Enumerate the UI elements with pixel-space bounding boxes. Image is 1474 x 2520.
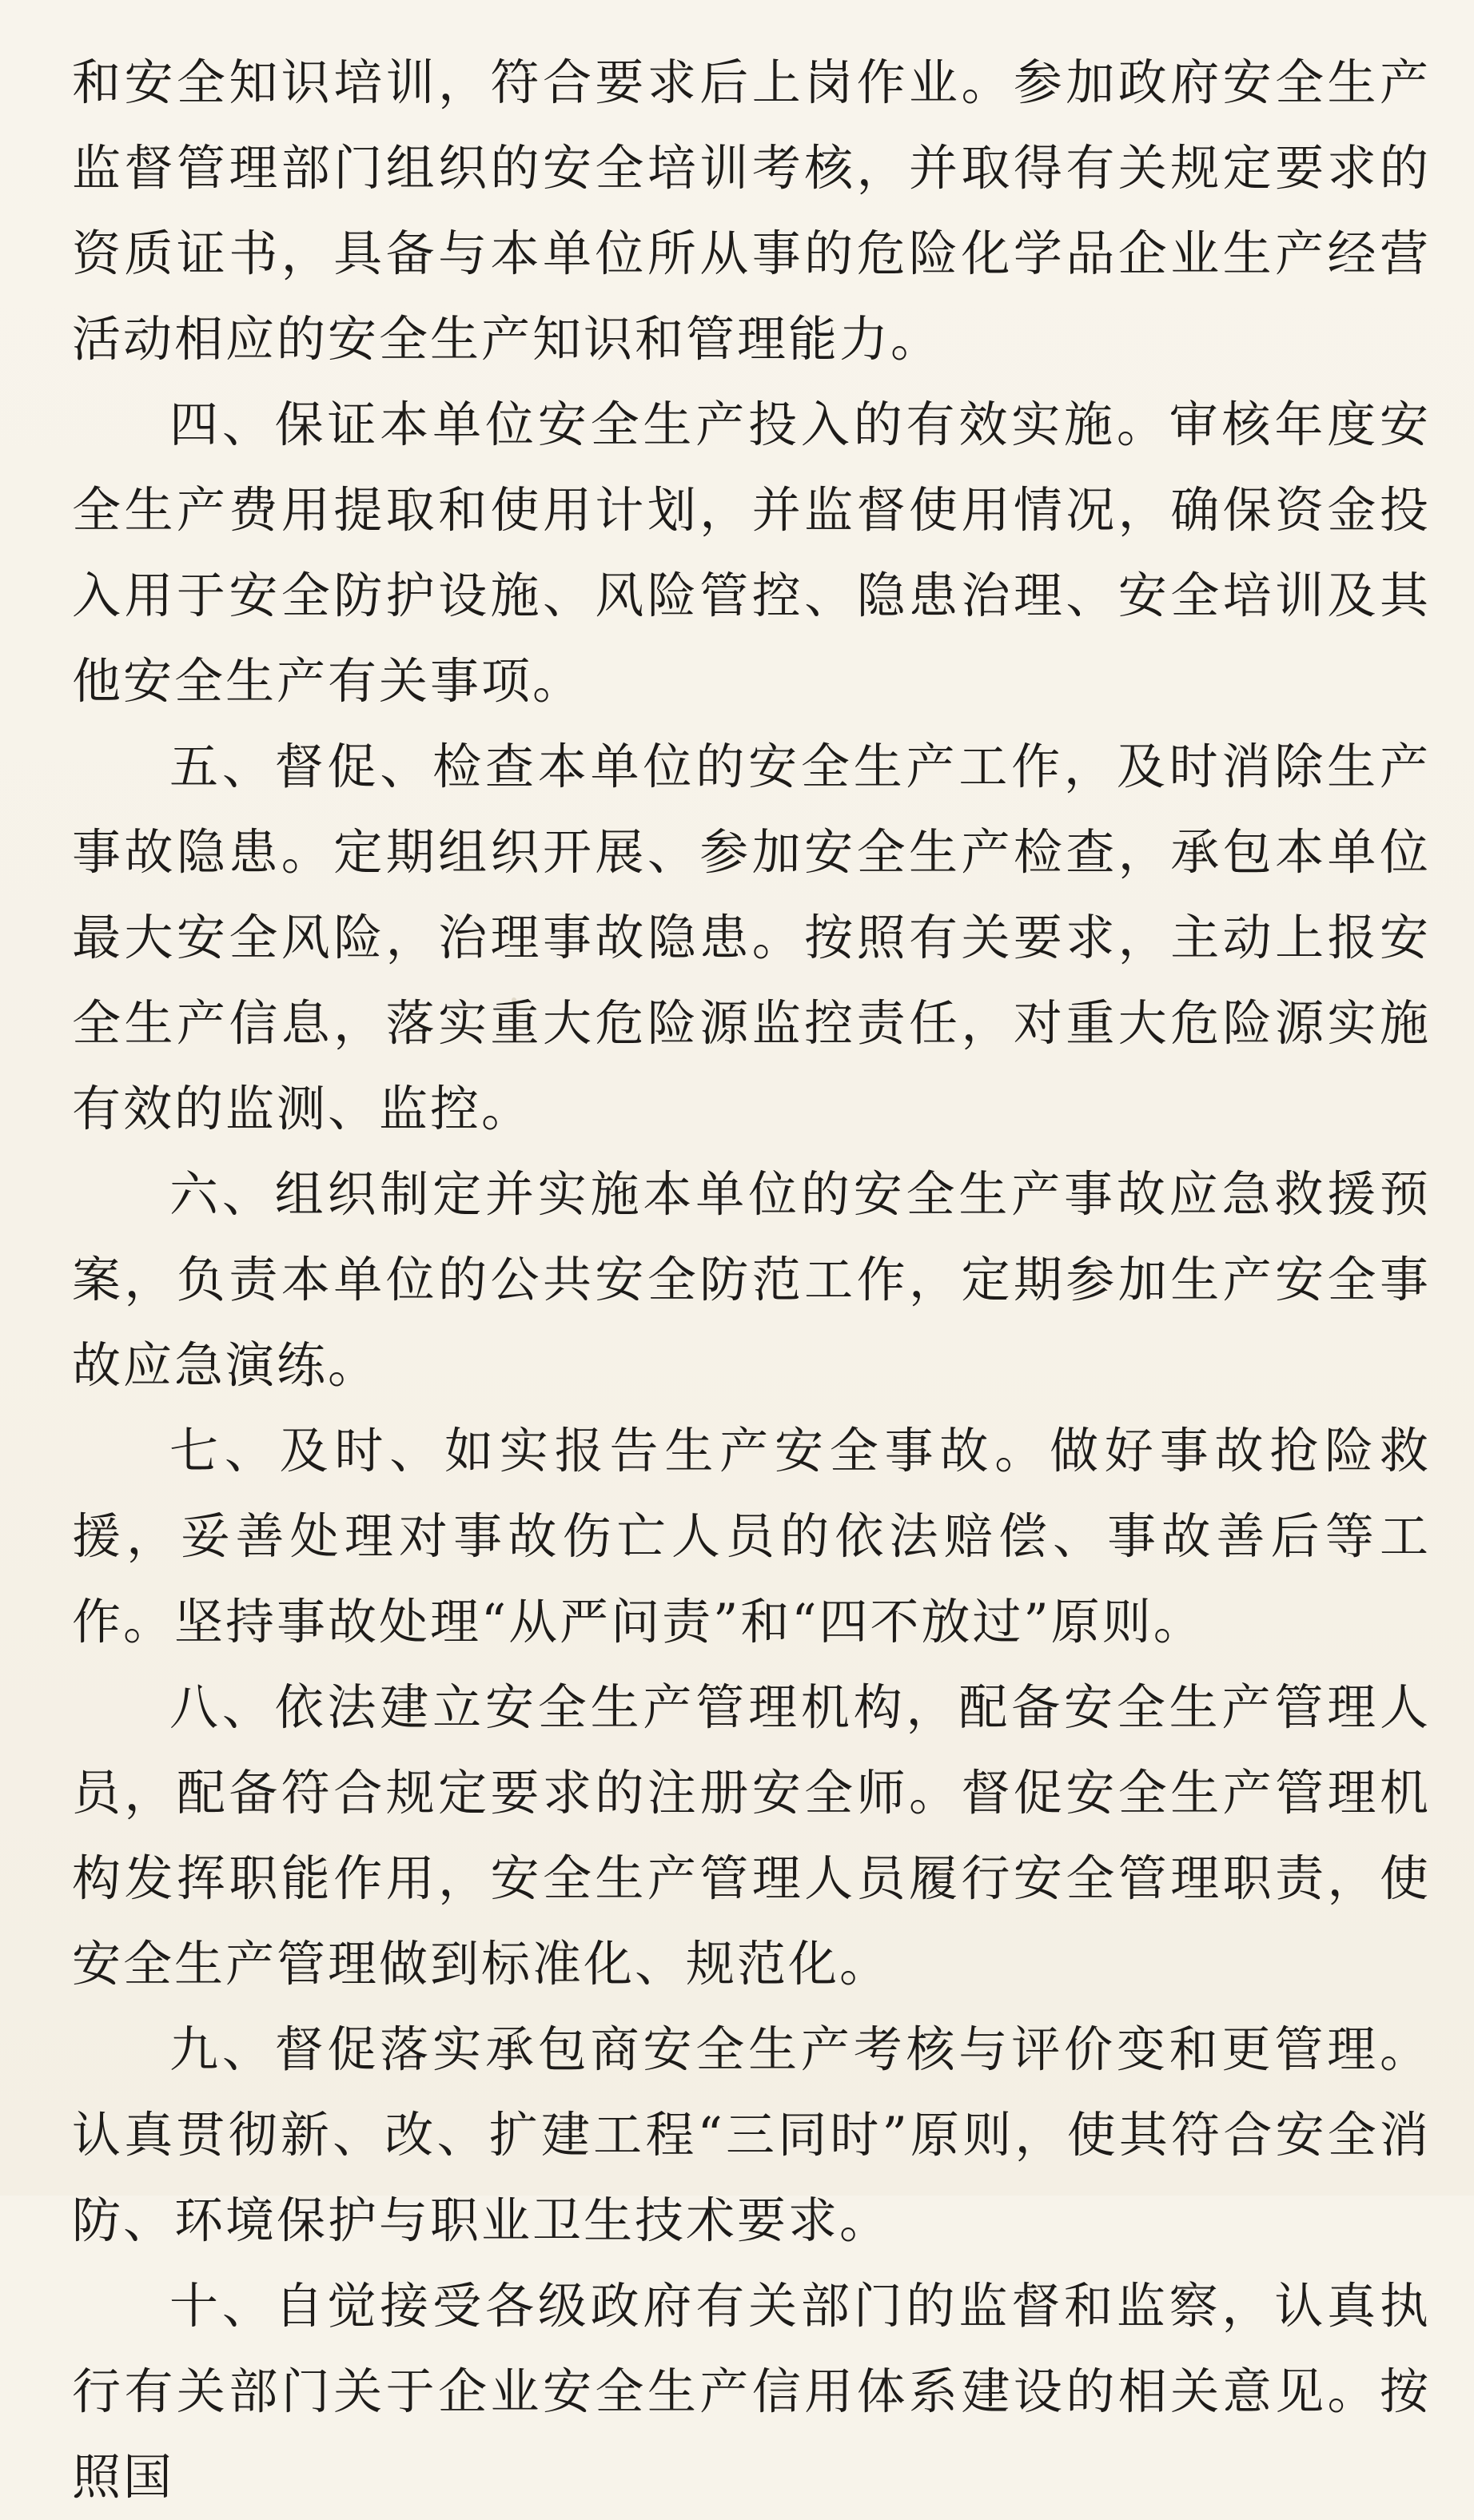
paragraph-8-management-agency: 八、依法建立安全生产管理机构，配备安全生产管理人员，配备符合规定要求的注册安全师。督促安全生产管理机构发挥职能作用，安全生产管理人员履行安全管理职责，使安全生产管理做到标准化、规范化。	[72, 1679, 1431, 1993]
paragraph-10-supervision: 十、自觉接受各级政府有关部门的监督和监察，认真执行有关部门关于企业安全生产信用体系建设的相关意见。按照国	[72, 2278, 1431, 2506]
paragraph-5-inspection-hazards: 五、督促、检查本单位的安全生产工作，及时消除生产事故隐患。定期组织开展、参加安全生产检查，承包本单位最大安全风险，治理事故隐患。按照有关要求，主动上报安全生产信息，落实重大危险源监控责任，对重大危险源实施有效的监测、监控。	[72, 738, 1431, 1137]
paragraph-7-accident-reporting: 七、及时、如实报告生产安全事故。做好事故抢险救援，妥善处理对事故伤亡人员的依法赔偿、事故善后等工作。坚持事故处理“从严问责”和“四不放过”原则。	[72, 1423, 1431, 1650]
document-body	[72, 40, 1431, 2520]
paragraph-training-continued: 和安全知识培训，符合要求后上岗作业。参加政府安全生产监督管理部门组织的安全培训考核，并取得有关规定要求的资质证书，具备与本单位所从事的危险化学品企业生产经营活动相应的安全生产知识和管理能力。	[72, 54, 1431, 368]
paragraph-9-contractor-management: 九、督促落实承包商安全生产考核与评价变和更管理。认真贯彻新、改、扩建工程“三同时”原则，使其符合安全消防、环境保护与职业卫生技术要求。	[72, 2021, 1431, 2249]
paragraph-6-emergency-plan: 六、组织制定并实施本单位的安全生产事故应急救援预案，负责本单位的公共安全防范工作，定期参加生产安全事故应急演练。	[72, 1166, 1431, 1394]
paragraph-4-safety-investment: 四、保证本单位安全生产投入的有效实施。审核年度安全生产费用提取和使用计划，并监督使用情况，确保资金投入用于安全防护设施、风险管控、隐患治理、安全培训及其他安全生产有关事项。	[72, 396, 1431, 710]
